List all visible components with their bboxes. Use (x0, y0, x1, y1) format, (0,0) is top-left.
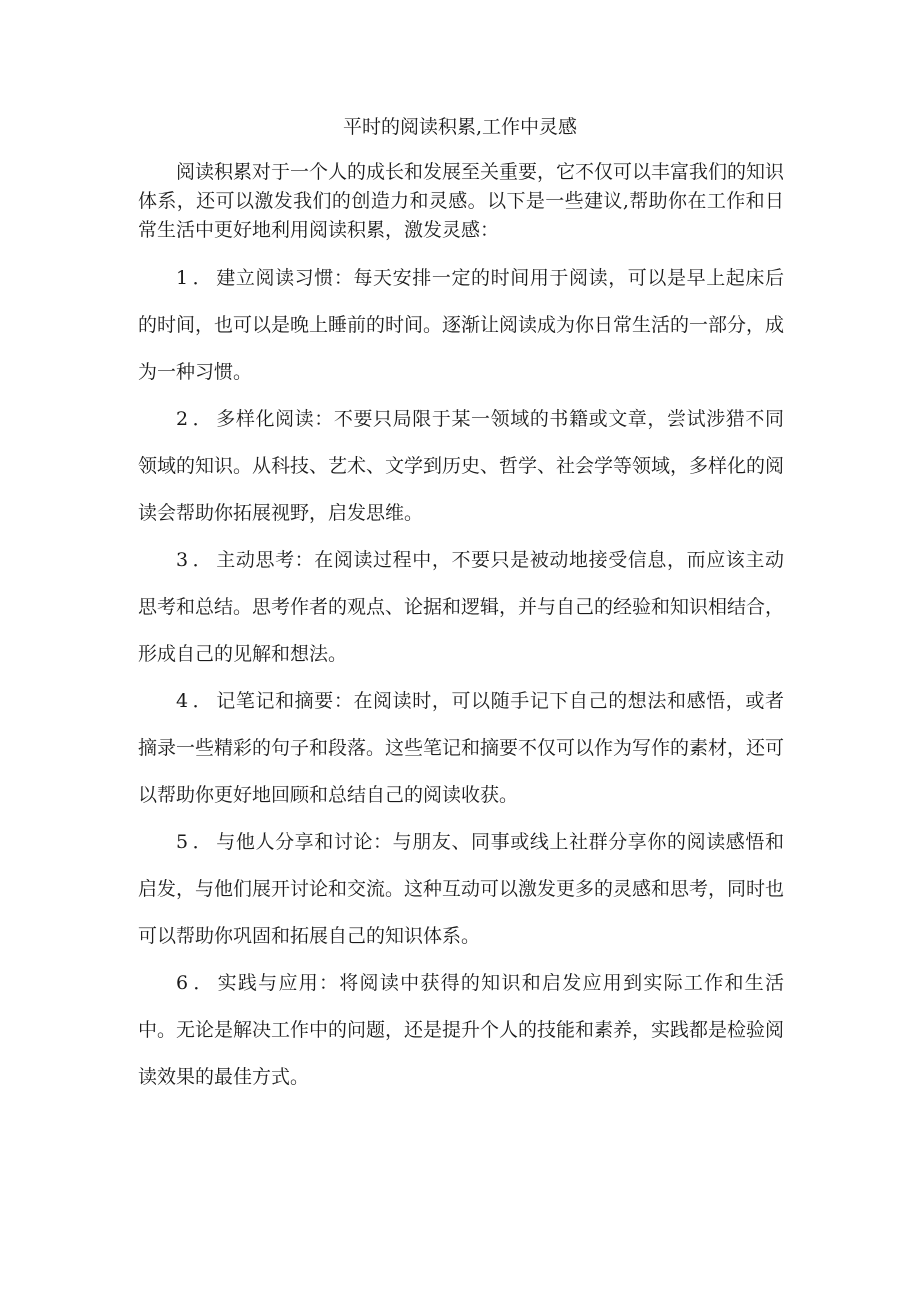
suggestion-item-2 (138, 396, 784, 537)
item-number: 4． (176, 690, 217, 712)
suggestion-item-1 (138, 255, 784, 396)
item-text: 建立阅读习惯：每天安排一定的时间用于阅读，可以是早上起床后的时间，也可以是晚上睡前的时间。逐渐让阅读成为你日常生活的一部分，成为一种习惯。 (138, 267, 785, 383)
item-number: 6． (176, 972, 218, 994)
item-text: 多样化阅读：不要只局限于某一领域的书籍或文章，尝试涉猎不同领域的知识。从科技、艺术、文学到历史、哲学、社会学等领域，多样化的阅读会帮助你拓展视野，启发思维。 (138, 408, 785, 524)
item-number: 5． (176, 831, 217, 853)
suggestion-item-6 (138, 960, 784, 1101)
item-text: 实践与应用：将阅读中获得的知识和启发应用到实际工作和生活中。无论是解决工作中的问题，还是提升个人的技能和素养，实践都是检验阅读效果的最佳方式。 (138, 972, 785, 1088)
suggestion-list (138, 255, 784, 1101)
item-number: 3． (176, 549, 217, 571)
document-title: 平时的阅读积累,工作中灵感 (342, 116, 578, 138)
item-number: 1． (176, 267, 217, 289)
suggestion-item-5 (138, 819, 784, 960)
intro-paragraph: 阅读积累对于一个人的成长和发展至关重要，它不仅可以丰富我们的知识体系，还可以激发我们的创造力和灵感。以下是一些建议,帮助你在工作和日常生活中更好地利用阅读积累，激发灵感： (138, 161, 785, 241)
suggestion-item-3 (138, 537, 784, 678)
item-text: 主动思考：在阅读过程中，不要只是被动地接受信息，而应该主动思考和总结。思考作者的观点、论据和逻辑，并与自己的经验和知识相结合，形成自己的见解和想法。 (138, 549, 785, 665)
item-number: 2． (176, 408, 217, 430)
item-text: 与他人分享和讨论：与朋友、同事或线上社群分享你的阅读感悟和启发，与他们展开讨论和交流。这种互动可以激发更多的灵感和思考，同时也可以帮助你巩固和拓展自己的知识体系。 (138, 831, 785, 947)
suggestion-item-4 (138, 678, 784, 819)
item-text: 记笔记和摘要：在阅读时，可以随手记下自己的想法和感悟，或者摘录一些精彩的句子和段落。这些笔记和摘要不仅可以作为写作的素材，还可以帮助你更好地回顾和总结自己的阅读收获。 (138, 690, 785, 806)
